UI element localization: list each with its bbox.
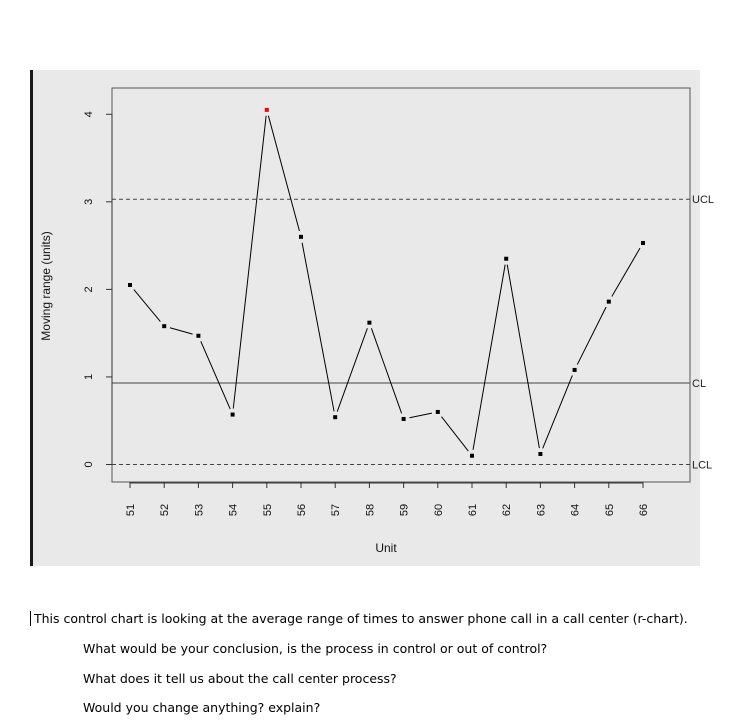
data-point <box>538 452 542 456</box>
x-tick-label: 52 <box>159 503 172 517</box>
data-point <box>641 241 645 245</box>
series-segment <box>543 375 573 448</box>
left-border-bar <box>30 70 33 566</box>
data-point <box>162 324 166 328</box>
x-tick-label: 61 <box>467 503 479 517</box>
data-point-out-of-control <box>265 108 269 112</box>
series-segment <box>577 307 606 365</box>
y-tick-label: 2 <box>83 286 95 293</box>
series-segment <box>337 328 367 411</box>
data-point <box>333 415 337 419</box>
y-tick-label: 0 <box>83 461 95 468</box>
data-point <box>573 368 577 372</box>
limit-label-cl: CL <box>692 378 707 391</box>
data-point <box>367 321 371 325</box>
y-tick-label: 1 <box>83 373 95 380</box>
series-segment <box>612 248 640 296</box>
series-segment <box>201 341 230 409</box>
y-tick-label: 3 <box>83 198 95 205</box>
x-tick-label: 64 <box>569 503 582 517</box>
data-point <box>196 334 200 338</box>
series-segment <box>170 328 193 334</box>
data-point <box>470 454 474 458</box>
x-tick-label: 60 <box>432 503 445 517</box>
data-point <box>504 257 508 261</box>
x-tick-label: 58 <box>364 503 377 517</box>
x-tick-label: 57 <box>330 503 343 517</box>
question-1: What would be your conclusion, is the process in control or out of control? <box>83 641 548 656</box>
x-tick-label: 66 <box>638 503 650 517</box>
x-tick-label: 63 <box>535 503 548 517</box>
x-tick-label: 65 <box>603 503 616 517</box>
y-tick-label: 4 <box>83 111 95 118</box>
intro-text: This control chart is looking at the average range of times to answer phone call in a call center (r-chart). <box>30 611 688 626</box>
series-segment <box>134 290 161 322</box>
x-tick-label: 51 <box>125 503 137 517</box>
chart-panel <box>30 70 715 566</box>
series-segment <box>409 413 431 418</box>
control-chart <box>30 70 715 566</box>
plot-box <box>112 88 690 482</box>
series-segment <box>233 116 266 409</box>
data-point <box>402 417 406 421</box>
series-segment <box>268 116 299 231</box>
x-tick-label: 54 <box>227 503 240 517</box>
data-point <box>128 283 132 287</box>
x-tick-label: 53 <box>193 503 206 517</box>
x-tick-label: 56 <box>296 503 308 517</box>
data-point <box>299 235 303 239</box>
series-segment <box>302 243 334 412</box>
data-point <box>231 413 235 417</box>
limit-label-lcl: LCL <box>692 459 713 472</box>
question-3: Would you change anything? explain? <box>83 700 321 715</box>
series-segment <box>441 417 468 451</box>
y-axis-title: Moving range (units) <box>39 231 53 341</box>
series-segment <box>371 328 401 413</box>
x-axis-title: Unit <box>375 541 397 555</box>
data-point <box>436 410 440 414</box>
series-segment <box>473 265 505 450</box>
x-tick-label: 62 <box>501 503 514 517</box>
x-tick-label: 55 <box>261 503 274 517</box>
x-tick-label: 59 <box>398 503 411 517</box>
question-2: What does it tell us about the call center process? <box>83 671 397 686</box>
data-point <box>607 300 611 304</box>
series-segment <box>507 265 539 448</box>
limit-label-ucl: UCL <box>692 194 715 207</box>
